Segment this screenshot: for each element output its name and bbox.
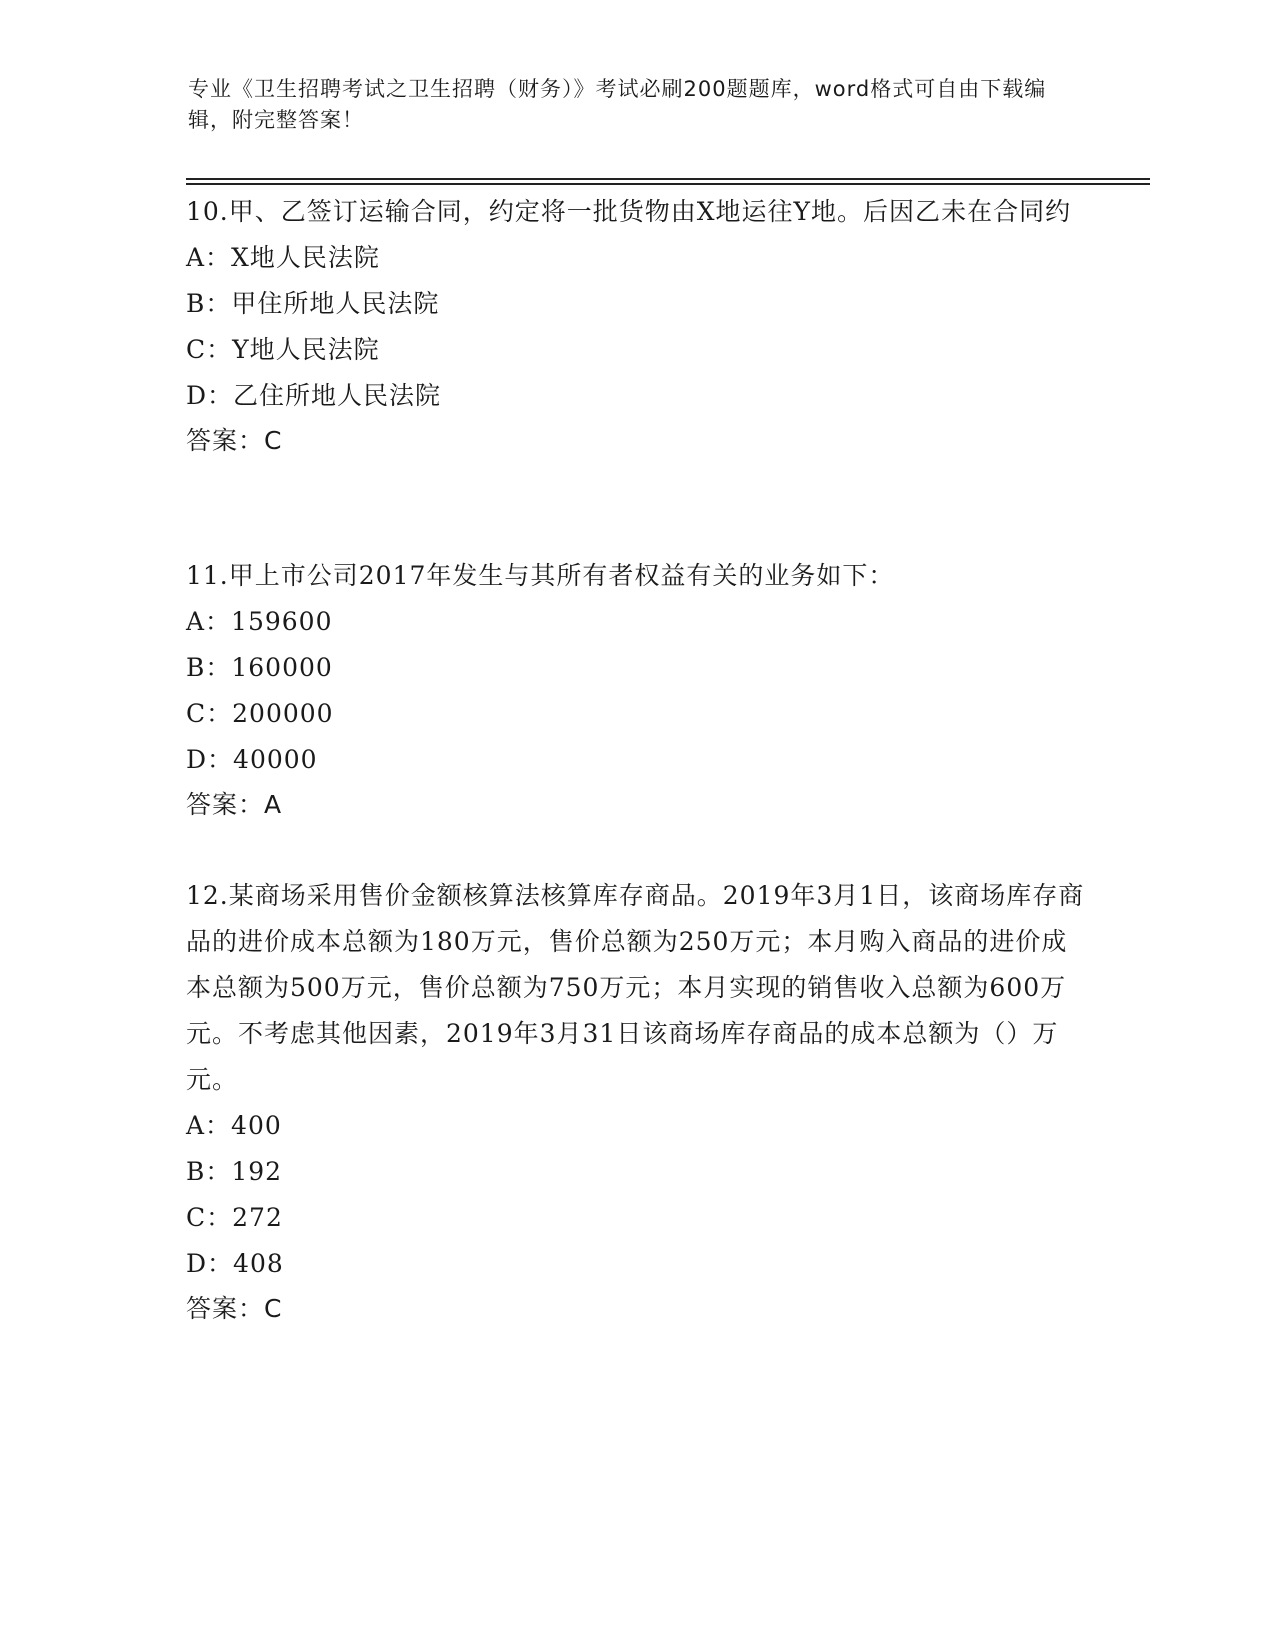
option-b: B：192 (186, 1157, 283, 1186)
option-d: D：乙住所地人民法院 (186, 381, 442, 410)
document-header (188, 74, 1068, 136)
header-intro-text: 专业《卫生招聘考试之卫生招聘（财务）》考试必刷200题题库，word格式可自由下载编辑，附完整答案！ (188, 77, 1047, 132)
question-stem: 10.甲、乙签订运输合同，约定将一批货物由X地运往Y地。后因乙未在合同约 (186, 197, 1072, 226)
option-a: A：X地人民法院 (186, 243, 380, 272)
option-a: A：400 (186, 1111, 282, 1140)
option-d: D：40000 (186, 745, 318, 774)
option-a: A：159600 (186, 607, 333, 636)
question-answer: 答案：C (186, 1294, 283, 1323)
question-10 (186, 189, 1086, 463)
option-c: C：272 (186, 1203, 283, 1232)
option-c: C：200000 (186, 699, 334, 728)
question-11 (186, 553, 1086, 827)
question-answer: 答案：A (186, 790, 283, 819)
option-b: B：甲住所地人民法院 (186, 289, 440, 318)
question-stem: 11.甲上市公司2017年发生与其所有者权益有关的业务如下： (186, 561, 895, 590)
question-12 (186, 873, 1086, 1331)
option-c: C：Y地人民法院 (186, 335, 380, 364)
option-b: B：160000 (186, 653, 333, 682)
option-d: D：408 (186, 1249, 284, 1278)
question-answer: 答案：C (186, 426, 283, 455)
header-divider-bottom (186, 183, 1150, 185)
header-divider-top (186, 178, 1150, 180)
question-stem: 12.某商场采用售价金额核算法核算库存商品。2019年3月1日，该商场库存商品的进价成本总额为180万元，售价总额为250万元；本月购入商品的进价成本总额为500万元，售价总额为750万元；本月实现的销售收入总额为600万元。不考虑其他因素，2019年3月31日该商场库存商品的成本总额为（）万元。 (186, 881, 1085, 1094)
